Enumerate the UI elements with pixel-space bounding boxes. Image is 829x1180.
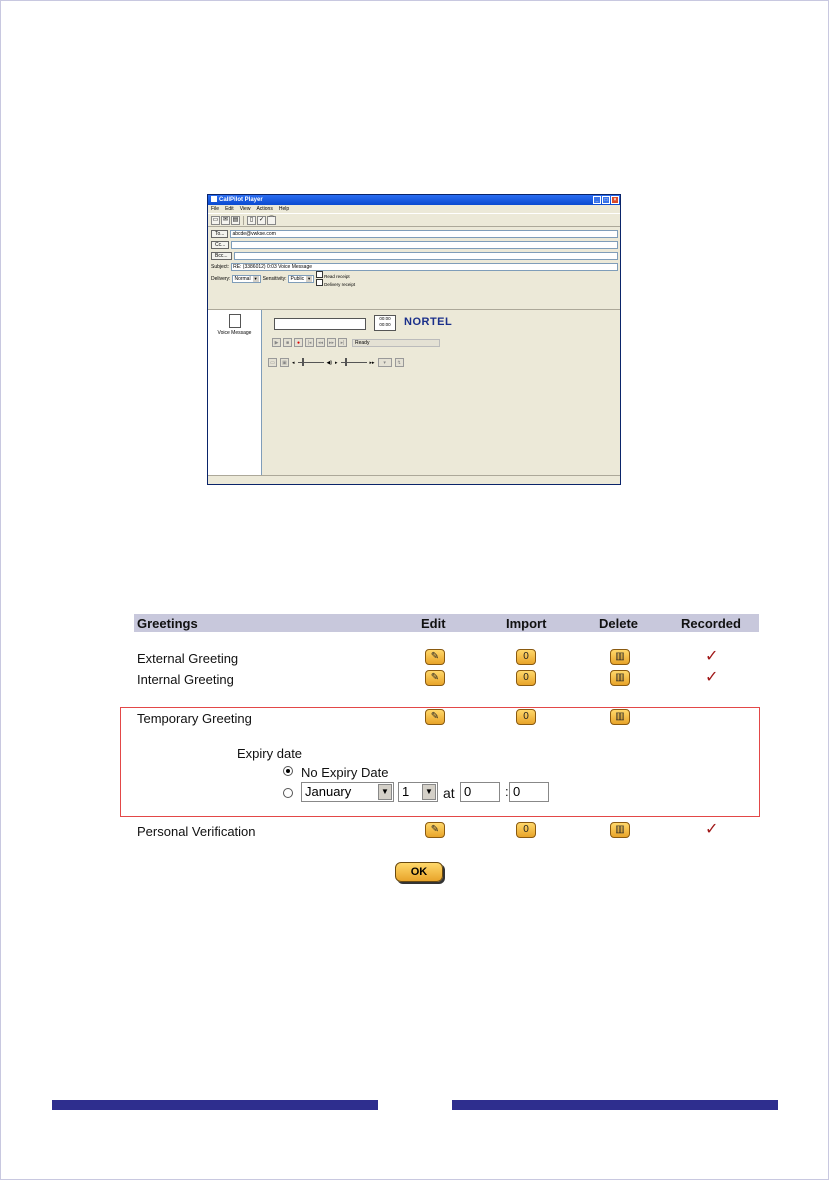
import-icon[interactable]: 0	[516, 649, 536, 665]
status-text: Ready	[352, 339, 440, 347]
menu-bar	[208, 205, 620, 213]
chevron-down-icon: ▼	[307, 276, 312, 281]
edit-pencil-icon[interactable]: ✎	[425, 709, 445, 725]
edit-pencil-icon[interactable]: ✎	[425, 649, 445, 665]
header-recorded: Recorded	[681, 616, 741, 631]
delivery-receipt-checkbox[interactable]	[316, 279, 323, 286]
ok-button[interactable]: OK	[395, 862, 443, 882]
recorded-check-icon: ✓	[705, 821, 719, 838]
menu-file[interactable]: File	[211, 206, 220, 212]
menu-edit[interactable]: Edit	[225, 206, 234, 212]
speaker-mode-icon[interactable]: ▭	[268, 358, 277, 367]
maximize-button[interactable]: □	[602, 196, 610, 204]
import-audio-icon[interactable]: ↯	[395, 358, 404, 367]
position-track[interactable]	[274, 318, 366, 330]
attachment-label: Voice Message	[217, 330, 252, 336]
minimize-button[interactable]: _	[593, 196, 601, 204]
close-button[interactable]: ×	[611, 196, 619, 204]
import-icon[interactable]: 0	[516, 709, 536, 725]
voice-message-icon[interactable]	[229, 314, 241, 328]
title-bar	[208, 195, 620, 205]
recorded-check-icon: ✓	[705, 648, 719, 665]
cc-row	[208, 239, 620, 250]
delete-trash-icon[interactable]: ▥	[610, 709, 630, 725]
new-message-icon[interactable]: ▭	[212, 216, 219, 223]
greeting-label-external: External Greeting	[137, 651, 239, 666]
send-icon[interactable]: ✉	[222, 216, 229, 223]
play-icon[interactable]: ▶	[272, 338, 281, 347]
header-delete: Delete	[599, 616, 639, 631]
time-display	[374, 315, 396, 331]
subject-label: Subject:	[211, 263, 230, 270]
subject-field[interactable]: RE: (3386012) 0:03 Voice Message	[231, 263, 618, 271]
speed-slider[interactable]	[341, 362, 367, 363]
header-import: Import	[506, 616, 547, 631]
greetings-header	[134, 614, 759, 632]
import-icon[interactable]: 0	[516, 822, 536, 838]
attach-icon[interactable]: ⌒	[268, 216, 275, 223]
no-expiry-label: No Expiry Date	[301, 765, 389, 780]
toolbar	[208, 213, 620, 227]
month-value: January	[305, 784, 352, 799]
sensitivity-select[interactable]	[288, 275, 314, 283]
time-colon: :	[505, 784, 509, 799]
cc-button[interactable]: Cc...	[211, 241, 229, 249]
to-button[interactable]: To...	[211, 230, 228, 238]
day-value: 1	[402, 784, 410, 799]
nortel-logo: NORTEL	[404, 316, 453, 328]
chevron-down-icon: ▼	[378, 784, 392, 800]
rewind-icon[interactable]: ◂◂	[317, 340, 324, 346]
expiry-date-label: Expiry date	[237, 746, 303, 761]
volume-slider[interactable]	[298, 362, 324, 363]
delete-trash-icon[interactable]: ▥	[610, 822, 630, 838]
record-icon[interactable]: ●	[294, 338, 303, 347]
hour-input[interactable]: 0	[460, 782, 500, 802]
menu-actions[interactable]: Actions	[256, 206, 273, 212]
stop-icon[interactable]: ■	[283, 338, 292, 347]
menu-help[interactable]: Help	[278, 206, 290, 212]
forward-end-icon[interactable]: ▸|	[338, 338, 347, 347]
delivery-receipt-label: Delivery receipt	[324, 282, 356, 287]
rewind-start-icon[interactable]: |◂	[305, 338, 314, 347]
status-bar	[208, 475, 620, 484]
speed-fast-icon: ▸▸	[369, 359, 375, 366]
delivery-value: Normal	[234, 275, 251, 282]
chevron-down-icon: ▼	[422, 784, 436, 800]
to-row	[208, 228, 620, 239]
at-label: at	[443, 785, 455, 801]
volume-low-icon: ◂	[292, 359, 295, 366]
bcc-button[interactable]: Bcc...	[211, 252, 232, 260]
receipt-options	[316, 271, 355, 287]
phone-mode-icon[interactable]: ▣	[280, 358, 289, 367]
forward-icon[interactable]: ▸▸	[328, 340, 335, 346]
delete-trash-icon[interactable]: ▥	[610, 649, 630, 665]
edit-pencil-icon[interactable]: ✎	[425, 822, 445, 838]
day-select[interactable]	[398, 782, 438, 802]
address-book-icon[interactable]: ▯	[247, 216, 256, 225]
time-elapsed: 00:00	[379, 316, 391, 321]
header-edit: Edit	[421, 616, 446, 631]
footer-bar-left	[52, 1100, 378, 1110]
sensitivity-label: Sensitivity:	[262, 276, 287, 282]
time-total: 00:00	[379, 322, 391, 327]
callpilot-player-window	[207, 194, 621, 485]
delivery-select[interactable]	[232, 275, 260, 283]
minute-input[interactable]: 0	[509, 782, 549, 802]
delete-trash-icon[interactable]: ▥	[610, 670, 630, 686]
toolbar-separator	[243, 216, 244, 225]
chevron-down-icon: ▼	[253, 276, 258, 281]
speed-slow-icon: ▸	[335, 359, 338, 366]
to-field[interactable]: abcde@vwkse.com	[230, 230, 618, 238]
footer-bar-right	[452, 1100, 778, 1110]
delivery-label: Delivery:	[211, 276, 231, 282]
bcc-row	[208, 250, 620, 261]
read-receipt-label: Read receipt	[324, 274, 350, 279]
attachment-panel	[208, 310, 262, 476]
print-icon[interactable]: ▤	[232, 216, 239, 223]
playback-controls	[272, 338, 440, 347]
volume-high-icon: ◀)	[326, 359, 333, 366]
message-body	[208, 309, 620, 476]
greeting-label-temporary: Temporary Greeting	[137, 711, 252, 726]
header-greetings: Greetings	[137, 616, 198, 631]
window-title: CallPilot Player	[219, 197, 263, 203]
cc-field[interactable]	[231, 241, 618, 249]
no-expiry-radio[interactable]	[283, 766, 293, 776]
read-receipt-checkbox[interactable]	[316, 271, 323, 278]
subject-row	[208, 261, 620, 272]
recorded-check-icon: ✓	[705, 669, 719, 686]
month-select[interactable]	[301, 782, 394, 802]
audio-controls	[268, 358, 404, 367]
greeting-label-internal: Internal Greeting	[137, 672, 234, 687]
sensitivity-value: Public	[290, 275, 305, 282]
bcc-field[interactable]	[234, 252, 618, 260]
options-row	[208, 272, 620, 286]
check-names-icon[interactable]: ✓	[258, 216, 265, 223]
app-icon	[211, 196, 217, 202]
edit-pencil-icon[interactable]: ✎	[425, 670, 445, 686]
greeting-label-personal-verification: Personal Verification	[137, 824, 256, 839]
save-audio-icon[interactable]: ▾	[378, 358, 392, 367]
menu-view[interactable]: View	[239, 206, 251, 212]
expiry-date-radio[interactable]	[283, 788, 293, 798]
voice-player	[262, 310, 620, 476]
import-icon[interactable]: 0	[516, 670, 536, 686]
